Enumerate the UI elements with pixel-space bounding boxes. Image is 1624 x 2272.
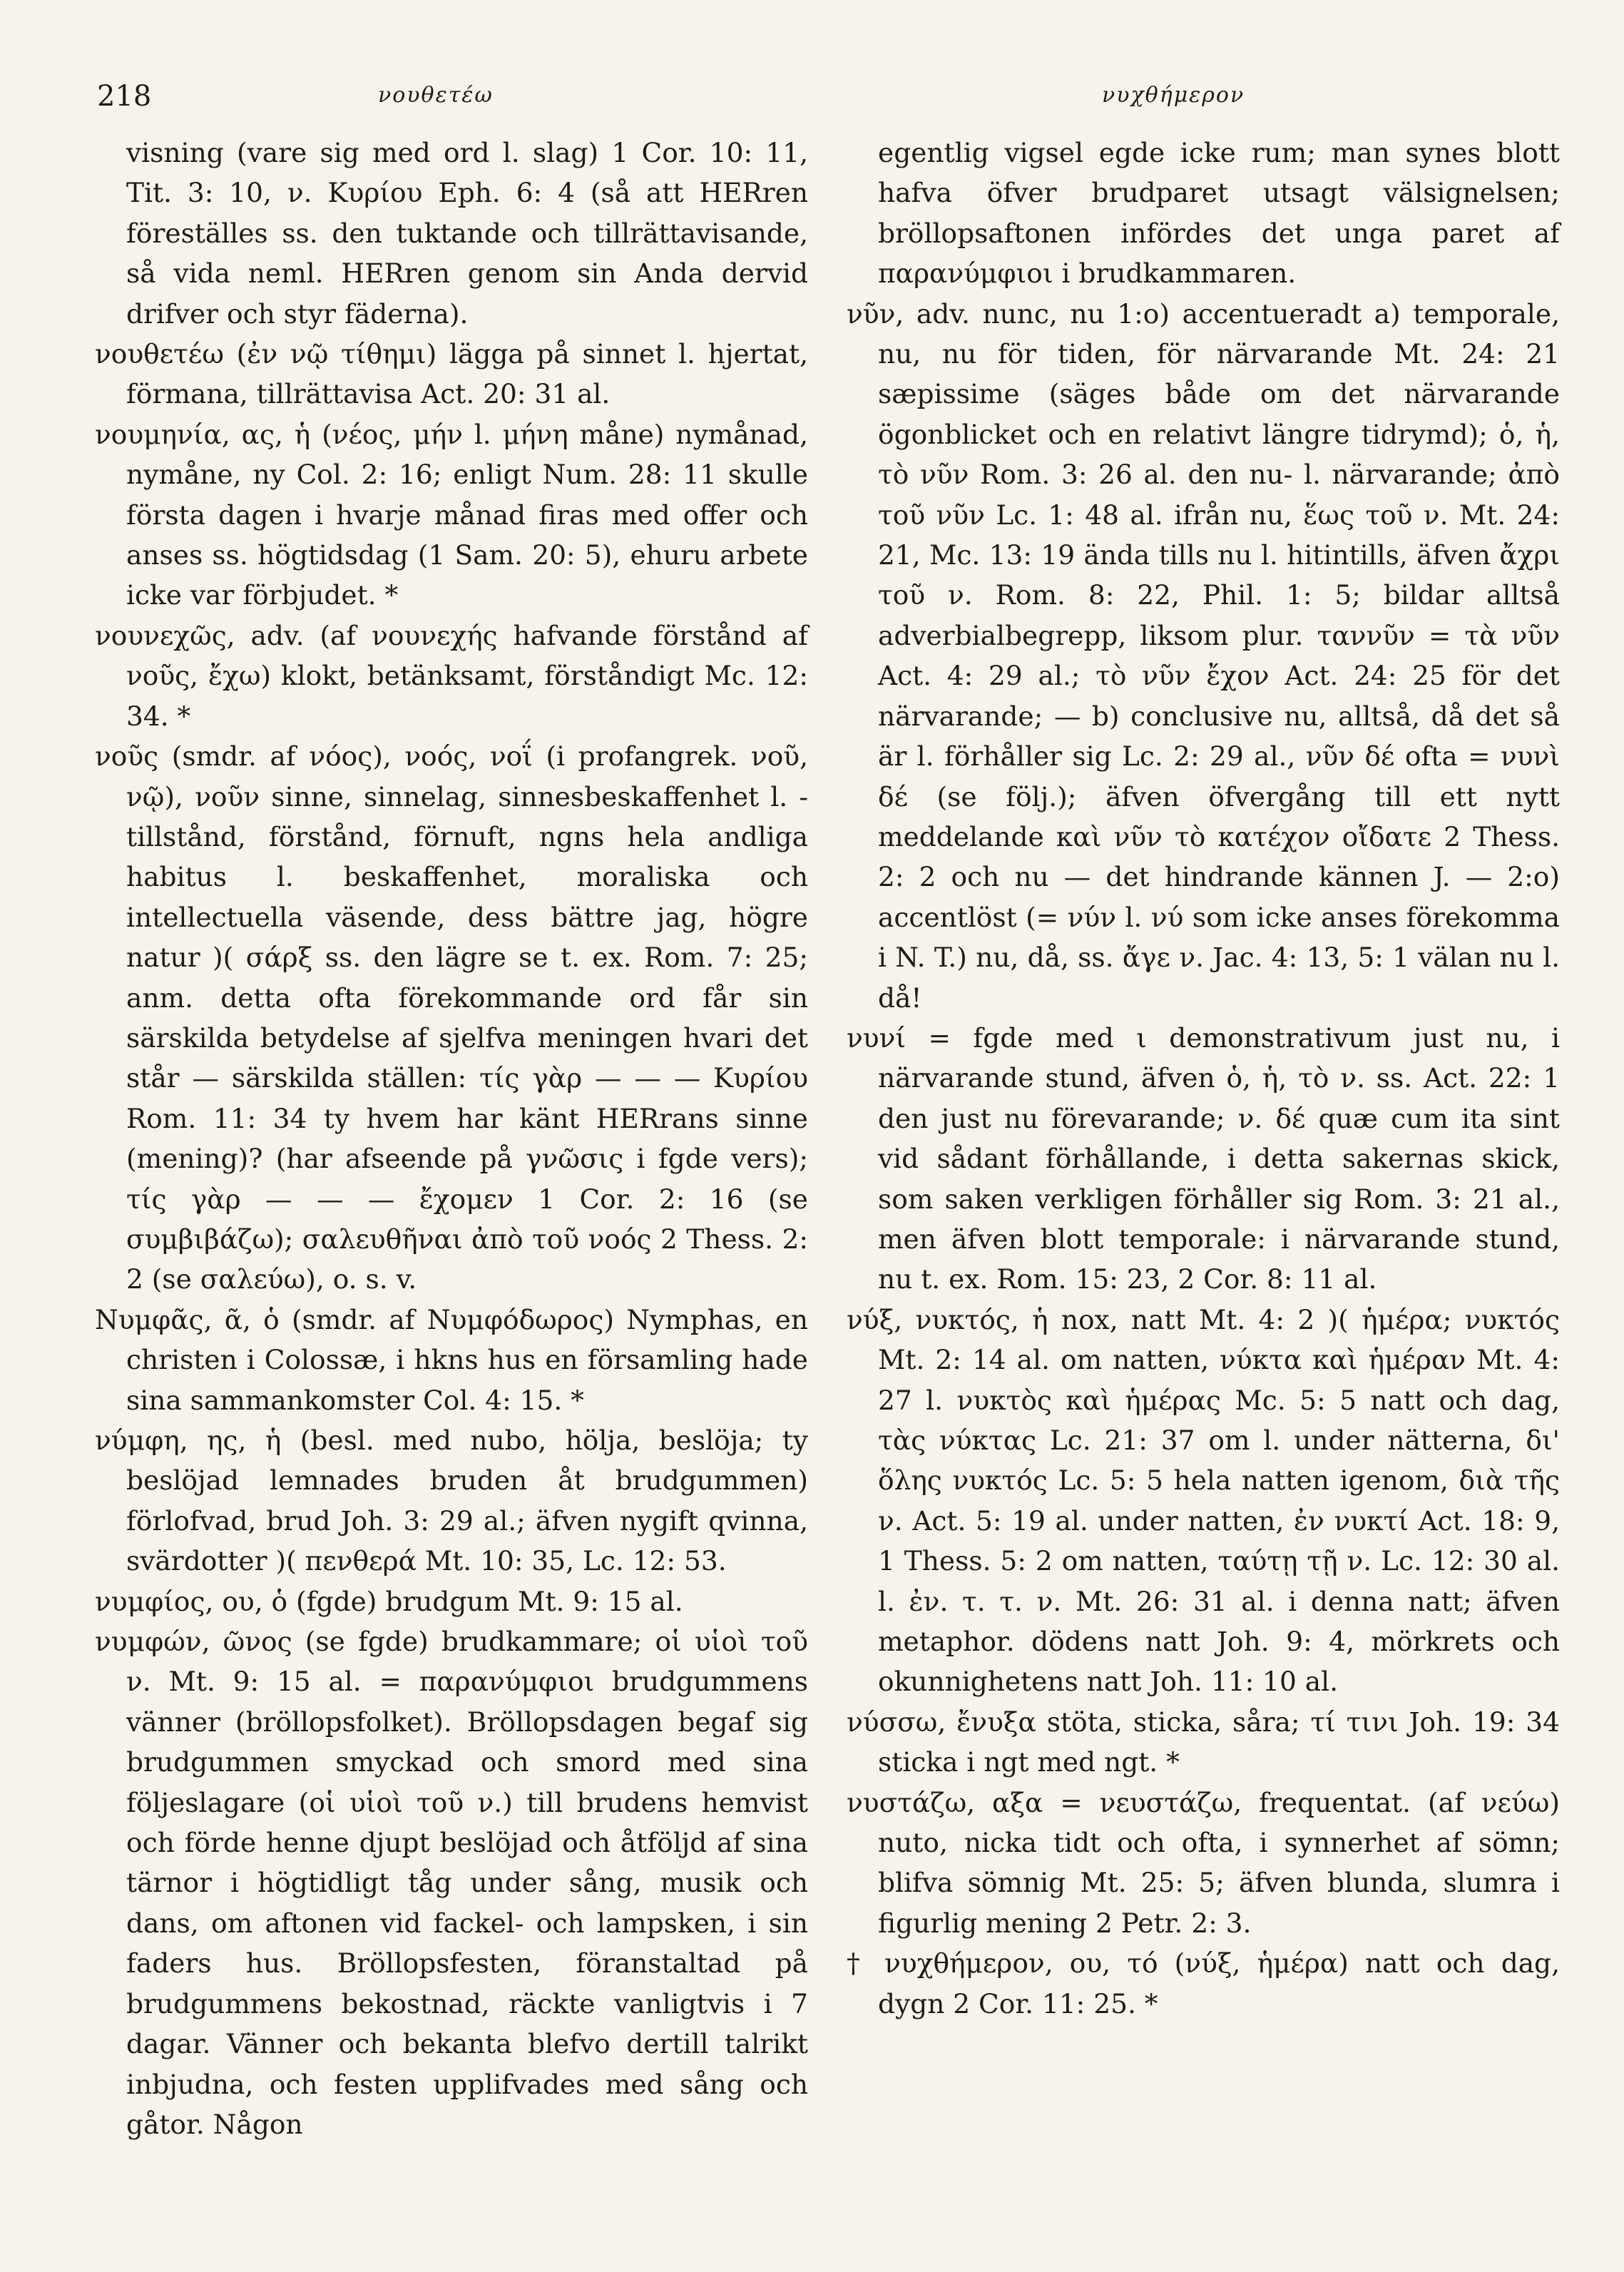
entry-nous: νοῦς (smdr. af νόος), νοός, νοΐ (i profangrek. νοῦ, νῷ), νοῦν sinne, sinnelag, sinnesbeskaffenhet l. -tillstånd, förstånd, förnuft, ngns hela andliga habitus l. beskaffenhet, moraliska och intellectuella väsende, dess bättre jag, högre natur )( σάρξ ss. den lägre se t. ex. Rom. 7: 25; anm. detta ofta förekommande ord får sin särskilda betydelse af sjelfva meningen hvari det står — särskilda ställen: τίς γὰρ — — — Κυρίου Rom. 11: 34 ty hvem har känt HERrans sinne (mening)? (har afseende på γνῶσις i fgde vers); τίς γὰρ — — — ἔχομεν 1 Cor. 2: 16 (se συμβιβάζω); σαλευθῆναι ἀπὸ τοῦ νοός 2 Thess. 2: 2 (se σαλεύω), o. s. v. xyxy=(95,740,808,1295)
entry-nouthete: νουθετέω (ἐν νῷ τίθημι) lägga på sinnet l. hjertat, förmana, tillrättavisa Act. 20: 31 al. xyxy=(95,338,808,410)
left-column xyxy=(95,133,808,2144)
right-column xyxy=(847,133,1560,2024)
entry-nyn: νῦν, adv. nunc, nu 1:o) accentueradt a) temporale, nu, nu för tiden, för närvarande Mt. 24: 21 sæpissime (säges både om det närvarande ögonblicket och en relativt längre tidrymd); ὁ, ἡ, τὸ νῦν Rom. 3: 26 al. den nu- l. närvarande; ἀπὸ τοῦ νῦν Lc. 1: 48 al. ifrån nu, ἕως τοῦ ν. Mt. 24: 21, Mc. 13: 19 ända tills nu l. hitintills, äfven ἄχρι τοῦ ν. Rom. 8: 22, Phil. 1: 5; bildar alltså adverbialbegrepp, liksom plur. ταννῦν = τὰ νῦν Act. 4: 29 al.; τὸ νῦν ἔχον Act. 24: 25 för det närvarande; — b) conclusive nu, alltså, då det så är l. förhåller sig Lc. 2: 29 al., νῦν δέ ofta = νυνὶ δέ (se följ.); äfven öfvergång till ett nytt meddelande καὶ νῦν τὸ κατέχον οἴδατε 2 Thess. 2: 2 och nu — det hindrande kännen J. — 2:o) accentlöst (= νύν l. νύ som icke anses förekomma i N. T.) nu, då, ss. ἄγε ν. Jac. 4: 13, 5: 1 välan nu l. då! xyxy=(847,297,1560,1014)
continued-entry-text: visning (vare sig med ord l. slag) 1 Cor. 10: 11, Tit. 3: 10, ν. Κυρίου Eph. 6: 4 (så att HERren föreställes ss. den tuktande och tillrättavisande, så vida neml. HERren genom sin Anda dervid drifver och styr fäderna). xyxy=(126,137,808,330)
entry-nystazo: νυστάζω, αξα = νευστάζω, frequentat. (af νεύω) nuto, nicka tidt och ofta, i synnerhet af sömn; blifva sömnig Mt. 25: 5; äfven blunda, slumra i figurlig mening 2 Petr. 2: 3. xyxy=(847,1786,1560,1939)
page-number: 218 xyxy=(97,80,152,113)
entry-nymphon: νυμφών, ῶνος (se fgde) brudkammare; οἱ υἱοὶ τοῦ ν. Mt. 9: 15 al. = παρανύμφιοι brudgummens vänner (bröllopsfolket). Bröllopsdagen begaf sig brudgummen smyckad och smord med sina följeslagare (οἱ υἱοὶ τοῦ ν.) till brudens hemvist och förde henne djupt beslöjad och åtföljd af sina tärnor i högtidligt tåg under sång, musik och dans, om aftonen vid fackel- och lampsken, i sin faders hus. Bröllopsfesten, föranstaltad på brudgummens bekostnad, räckte vanligtvis i 7 dagar. Vänner och bekanta blefvo dertill talrikt inbjudna, och festen upplifvades med sång och gåtor. Någon xyxy=(95,1626,808,2140)
entry-nysso: νύσσω, ἔνυξα stöta, sticka, såra; τί τινι Joh. 19: 34 sticka i ngt med ngt. * xyxy=(847,1706,1560,1778)
entry-nychthemeron: † νυχθήμερον, ου, τό (νύξ, ἡμέρα) natt och dag, dygn 2 Cor. 11: 25. * xyxy=(847,1947,1560,2019)
entry-nounechos: νουνεχῶς, adv. (af νουνεχής hafvande förstånd af νοῦς, ἔχω) klokt, betänksamt, förståndigt Mc. 12: 34. * xyxy=(95,619,808,732)
entry-nyni: νυνί = fgde med ι demonstrativum just nu, i närvarande stund, äfven ὁ, ἡ, τὸ ν. ss. Act. 22: 1 den just nu förevarande; ν. δέ quæ cum ita sint vid sådant förhållande, i detta sakernas skick, som saken verkligen förhåller sig Rom. 3: 21 al., men äfven blott temporale: i närvarande stund, nu t. ex. Rom. 15: 23, 2 Cor. 8: 11 al. xyxy=(847,1022,1560,1295)
entry-nyx: νύξ, νυκτός, ἡ nox, natt Mt. 4: 2 )( ἡμέρα; νυκτός Mt. 2: 14 al. om natten, νύκτα καὶ ἡμέραν Mt. 4: 27 l. νυκτὸς καὶ ἡμέρας Mc. 5: 5 natt och dag, τὰς νύκτας Lc. 21: 37 om l. under nätterna, δι' ὅλης νυκτός Lc. 5: 5 hela natten igenom, διὰ τῆς ν. Act. 5: 19 al. under natten, ἐν νυκτί Act. 18: 9, 1 Thess. 5: 2 om natten, ταύτῃ τῇ ν. Lc. 12: 30 al. l. ἐν. τ. τ. ν. Mt. 26: 31 al. i denna natt; äfven metaphor. dödens natt Joh. 9: 4, mörkrets och okunnighetens natt Joh. 11: 10 al. xyxy=(847,1303,1560,1698)
left-running-headword: νουθετέω xyxy=(378,83,494,108)
entry-nymphas: Νυμφᾶς, ᾶ, ὁ (smdr. af Νυμφόδωρος) Nymphas, en christen i Colossæ, i hkns hus en församling hade sina sammankomster Col. 4: 15. * xyxy=(95,1303,808,1416)
right-running-headword: νυχθήμερον xyxy=(1102,83,1245,108)
running-header xyxy=(0,80,1624,123)
continued-entry-text: egentlig vigsel egde icke rum; man synes blott hafva öfver brudparet utsagt välsignelsen; bröllopsaftonen infördes det unga paret af παρανύμφιοι i brudkammaren. xyxy=(878,137,1560,290)
entry-noumenia: νουμηνία, ας, ἡ (νέος, μήν l. μήνη måne) nymånad, nymåne, ny Col. 2: 16; enligt Num. 28: 11 skulle första dagen i hvarje månad firas med offer och anses ss. högtidsdag (1 Sam. 20: 5), ehuru arbete icke var förbjudet. * xyxy=(95,418,808,611)
entry-nymphios: νυμφίος, ου, ὁ (fgde) brudgum Mt. 9: 15 al. xyxy=(95,1585,683,1617)
entry-nymphe: νύμφη, ης, ἡ (besl. med nubo, hölja, beslöja; ty beslöjad lemnades bruden åt brudgummen) förlofvad, brud Joh. 3: 29 al.; äfven nygift qvinna, svärdotter )( πενθερά Mt. 10: 35, Lc. 12: 53. xyxy=(95,1425,808,1577)
